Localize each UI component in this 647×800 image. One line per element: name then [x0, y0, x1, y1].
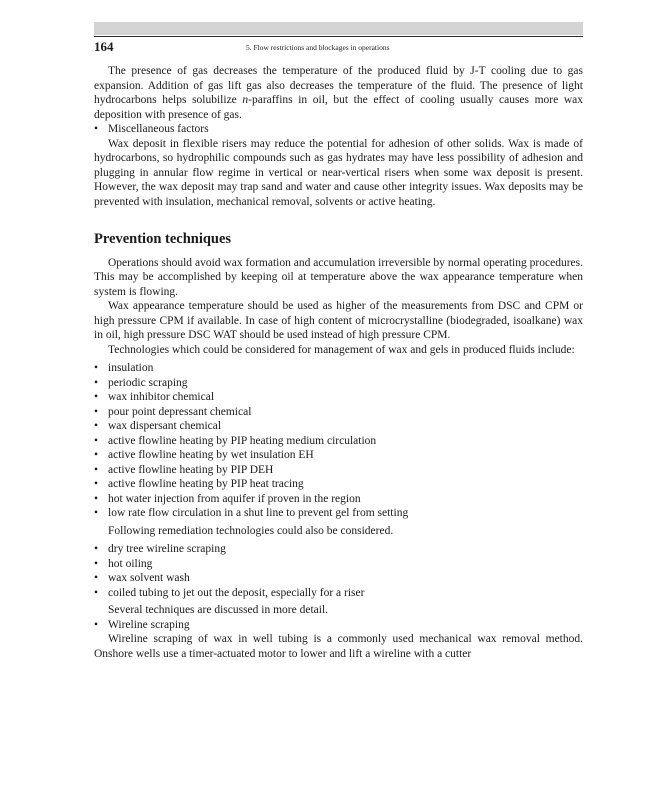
bullet-icon: • — [94, 376, 99, 389]
bullet-icon: • — [94, 557, 99, 570]
paragraph-wireline: Wireline scraping of wax in well tubing is a commonly used mechanical wax removal method. Onshore wells use a timer-actuated motor to lower and lift a wireline with a cutter — [94, 633, 583, 660]
technologies-list — [94, 361, 583, 521]
list-item: • low rate flow circulation in a shut line to prevent gel from setting — [94, 507, 409, 519]
bullet-icon: • — [94, 434, 99, 447]
paragraph-several: Several techniques are discussed in more detail. — [108, 604, 329, 616]
bullet-icon: • — [94, 449, 99, 461]
bullet-icon: • — [94, 507, 99, 519]
list-item: • active flowline heating by PIP DEH — [94, 463, 274, 476]
paragraph-misc-factors: Wax deposit in flexible risers may reduce the potential for adhesion of other solids. Wax is made of hydrocarbons, so hydrophilic compounds such as gas hydrates may have less possibility of adhesion and plugging in annular flow regime in vertical or near-vertical risers when some wax deposit is present. However, the wax deposit may trap sand and water and cause other integrity issues. Wax deposits may be prevented with insulation, mechanical removal, solvents or active heating. — [94, 137, 583, 208]
bullet-icon: • — [94, 478, 99, 490]
paragraph-wat: Wax appearance temperature should be used as higher of the measurements from DSC and CPM or high pressure CPM if available. In case of high content of microcrystalline (biodegraded, isoalkane) wax in oil, high pressure DSC WAT should be used instead of high pressure CPM. — [94, 300, 583, 341]
list-item: • periodic scraping — [94, 376, 188, 389]
bullet-icon: • — [94, 618, 99, 631]
section-heading: Prevention techniques — [94, 231, 232, 247]
bullet-icon: • — [94, 362, 99, 374]
list-item: • insulation — [94, 362, 154, 374]
list-item: • active flowline heating by PIP heat tracing — [94, 478, 304, 490]
paragraph-gas-effect: The presence of gas decreases the temperature of the produced fluid by J-T cooling due to gas expansion. Addition of gas lift gas also decreases the temperature of the fluid. The presence of light hydrocarbons helps solubilize n-paraffins in oil, but the effect of cooling usually causes more wax deposition with presence of gas. — [94, 65, 583, 121]
page-number: 164 — [94, 39, 114, 54]
header-rule — [94, 36, 583, 37]
bullet-icon: • — [94, 420, 99, 432]
bullet-misc-factors: • Miscellaneous factors — [94, 123, 209, 135]
list-item: • coiled tubing to jet out the deposit, especially for a riser — [94, 586, 365, 599]
bullet-icon: • — [94, 405, 99, 418]
list-item: • hot oiling — [94, 557, 153, 570]
running-head: 5. Flow restrictions and blockages in operations — [246, 43, 390, 52]
list-item: • dry tree wireline scraping — [94, 543, 226, 555]
bullet-icon: • — [94, 123, 99, 135]
list-item: • active flowline heating by wet insulation EH — [94, 449, 314, 461]
list-item: • wax dispersant chemical — [94, 420, 222, 432]
list-item: • active flowline heating by PIP heating medium circulation — [94, 434, 377, 447]
list-item: • pour point depressant chemical — [94, 405, 252, 418]
bullet-icon: • — [94, 463, 99, 476]
header-bar — [94, 22, 583, 35]
list-item: • wax solvent wash — [94, 572, 190, 584]
bullet-icon: • — [94, 543, 99, 555]
list-item: • wax inhibitor chemical — [94, 391, 215, 403]
bullet-wireline: • Wireline scraping — [94, 618, 190, 631]
paragraph-operations: Operations should avoid wax formation and accumulation irreversible by normal operating procedures. This may be accomplished by keeping oil at temperature above the wax appearance temperature when system is flowing. — [94, 256, 583, 298]
bullet-icon: • — [94, 492, 99, 505]
bullet-icon: • — [94, 586, 99, 599]
paragraph-technologies: Technologies which could be considered for management of wax and gels in produced fluids include: — [108, 343, 575, 356]
remediation-list — [94, 542, 583, 600]
list-item: • hot water injection from aquifer if proven in the region — [94, 492, 361, 505]
bullet-icon: • — [94, 391, 99, 403]
page-body — [94, 64, 583, 661]
paragraph-remediation: Following remediation technologies could also be considered. — [108, 524, 394, 537]
bullet-icon: • — [94, 572, 99, 584]
